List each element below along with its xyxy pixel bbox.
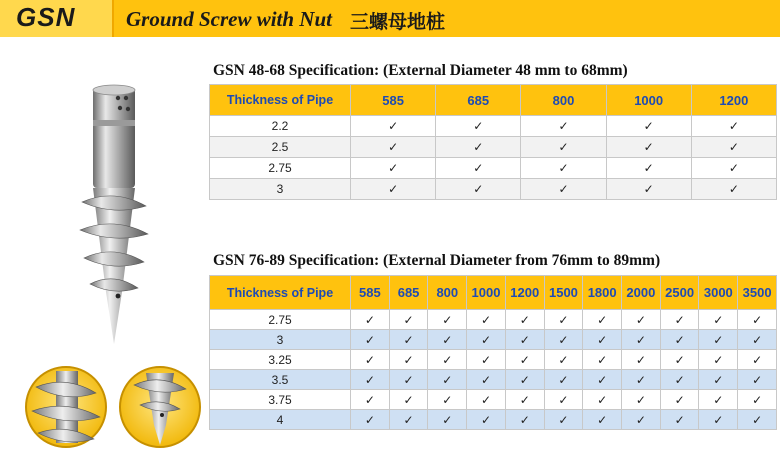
table-header-row	[210, 276, 777, 310]
check-mark-icon: ✓	[351, 158, 436, 179]
check-mark-icon: ✓	[505, 310, 544, 330]
check-mark-icon: ✓	[351, 330, 390, 350]
table-row	[210, 310, 777, 330]
column-header: 1200	[505, 276, 544, 310]
check-mark-icon: ✓	[738, 350, 777, 370]
check-mark-icon: ✓	[660, 410, 699, 430]
check-mark-icon: ✓	[428, 310, 467, 330]
thickness-cell: 3.25	[210, 350, 351, 370]
check-mark-icon: ✓	[622, 330, 661, 350]
check-mark-icon: ✓	[428, 410, 467, 430]
check-mark-icon: ✓	[583, 410, 622, 430]
table-row	[210, 137, 777, 158]
check-mark-icon: ✓	[622, 310, 661, 330]
table-row	[210, 390, 777, 410]
header-band	[0, 0, 780, 37]
table-row	[210, 410, 777, 430]
column-header: 685	[436, 85, 521, 116]
check-mark-icon: ✓	[521, 137, 606, 158]
check-mark-icon: ✓	[583, 330, 622, 350]
check-mark-icon: ✓	[699, 390, 738, 410]
check-mark-icon: ✓	[606, 116, 691, 137]
thickness-cell: 2.75	[210, 310, 351, 330]
column-header: 1800	[583, 276, 622, 310]
product-title: Ground Screw with Nut	[126, 7, 332, 31]
check-mark-icon: ✓	[467, 410, 506, 430]
check-mark-icon: ✓	[660, 310, 699, 330]
table-row	[210, 330, 777, 350]
check-mark-icon: ✓	[505, 350, 544, 370]
check-mark-icon: ✓	[389, 390, 428, 410]
column-header: 585	[351, 85, 436, 116]
check-mark-icon: ✓	[660, 370, 699, 390]
check-mark-icon: ✓	[436, 158, 521, 179]
check-mark-icon: ✓	[521, 158, 606, 179]
check-mark-icon: ✓	[738, 330, 777, 350]
thickness-cell: 2.2	[210, 116, 351, 137]
check-mark-icon: ✓	[389, 330, 428, 350]
check-mark-icon: ✓	[428, 330, 467, 350]
check-mark-icon: ✓	[351, 310, 390, 330]
column-header: 3000	[699, 276, 738, 310]
table-row	[210, 370, 777, 390]
check-mark-icon: ✓	[699, 350, 738, 370]
check-mark-icon: ✓	[467, 390, 506, 410]
thickness-cell: 2.75	[210, 158, 351, 179]
tip-detail-image	[116, 365, 204, 449]
spec-table-48-68	[209, 84, 777, 200]
check-mark-icon: ✓	[622, 350, 661, 370]
check-mark-icon: ✓	[622, 390, 661, 410]
check-mark-icon: ✓	[389, 410, 428, 430]
check-mark-icon: ✓	[436, 116, 521, 137]
check-mark-icon: ✓	[583, 310, 622, 330]
check-mark-icon: ✓	[583, 370, 622, 390]
check-mark-icon: ✓	[521, 116, 606, 137]
thickness-cell: 3	[210, 179, 351, 200]
check-mark-icon: ✓	[699, 410, 738, 430]
column-header: 2000	[622, 276, 661, 310]
check-mark-icon: ✓	[428, 350, 467, 370]
check-mark-icon: ✓	[544, 390, 583, 410]
check-mark-icon: ✓	[660, 390, 699, 410]
check-mark-icon: ✓	[738, 410, 777, 430]
check-mark-icon: ✓	[691, 137, 776, 158]
check-mark-icon: ✓	[544, 370, 583, 390]
check-mark-icon: ✓	[544, 350, 583, 370]
check-mark-icon: ✓	[351, 370, 390, 390]
check-mark-icon: ✓	[428, 370, 467, 390]
table-row	[210, 350, 777, 370]
check-mark-icon: ✓	[428, 390, 467, 410]
check-mark-icon: ✓	[691, 179, 776, 200]
column-header-thickness: Thickness of Pipe	[210, 85, 351, 116]
thickness-cell: 2.5	[210, 137, 351, 158]
check-mark-icon: ✓	[699, 310, 738, 330]
column-header: 1200	[691, 85, 776, 116]
check-mark-icon: ✓	[351, 350, 390, 370]
ground-screw-image	[60, 82, 180, 344]
column-header: 685	[389, 276, 428, 310]
thickness-cell: 3.75	[210, 390, 351, 410]
check-mark-icon: ✓	[699, 330, 738, 350]
check-mark-icon: ✓	[436, 137, 521, 158]
column-header: 2500	[660, 276, 699, 310]
spec-title-48-68: GSN 48-68 Specification: (External Diameter 48 mm to 68mm)	[213, 62, 628, 79]
check-mark-icon: ✓	[583, 390, 622, 410]
check-mark-icon: ✓	[691, 158, 776, 179]
check-mark-icon: ✓	[467, 330, 506, 350]
check-mark-icon: ✓	[660, 350, 699, 370]
check-mark-icon: ✓	[467, 370, 506, 390]
thread-detail-image	[22, 365, 110, 449]
column-header-thickness: Thickness of Pipe	[210, 276, 351, 310]
check-mark-icon: ✓	[622, 410, 661, 430]
check-mark-icon: ✓	[544, 410, 583, 430]
check-mark-icon: ✓	[622, 370, 661, 390]
product-code: GSN	[16, 2, 76, 32]
check-mark-icon: ✓	[467, 310, 506, 330]
thickness-cell: 3.5	[210, 370, 351, 390]
check-mark-icon: ✓	[505, 410, 544, 430]
table-header-row	[210, 85, 777, 116]
check-mark-icon: ✓	[351, 390, 390, 410]
spec-title-76-89: GSN 76-89 Specification: (External Diameter from 76mm to 89mm)	[213, 252, 661, 269]
check-mark-icon: ✓	[389, 350, 428, 370]
column-header: 1500	[544, 276, 583, 310]
thickness-cell: 4	[210, 410, 351, 430]
check-mark-icon: ✓	[544, 310, 583, 330]
check-mark-icon: ✓	[505, 370, 544, 390]
check-mark-icon: ✓	[521, 179, 606, 200]
check-mark-icon: ✓	[389, 310, 428, 330]
column-header: 800	[428, 276, 467, 310]
header-code-tab	[0, 0, 114, 37]
check-mark-icon: ✓	[691, 116, 776, 137]
spec-table-76-89	[209, 275, 777, 430]
column-header: 1000	[467, 276, 506, 310]
product-title-cn: 三螺母地桩	[350, 11, 446, 33]
check-mark-icon: ✓	[606, 137, 691, 158]
thickness-cell: 3	[210, 330, 351, 350]
table-row	[210, 158, 777, 179]
column-header: 3500	[738, 276, 777, 310]
table-row	[210, 179, 777, 200]
check-mark-icon: ✓	[606, 158, 691, 179]
check-mark-icon: ✓	[544, 330, 583, 350]
check-mark-icon: ✓	[505, 390, 544, 410]
table-row	[210, 116, 777, 137]
check-mark-icon: ✓	[505, 330, 544, 350]
check-mark-icon: ✓	[351, 179, 436, 200]
check-mark-icon: ✓	[389, 370, 428, 390]
column-header: 1000	[606, 85, 691, 116]
check-mark-icon: ✓	[738, 390, 777, 410]
check-mark-icon: ✓	[660, 330, 699, 350]
check-mark-icon: ✓	[738, 310, 777, 330]
check-mark-icon: ✓	[606, 179, 691, 200]
check-mark-icon: ✓	[351, 410, 390, 430]
check-mark-icon: ✓	[351, 137, 436, 158]
column-header: 800	[521, 85, 606, 116]
check-mark-icon: ✓	[699, 370, 738, 390]
check-mark-icon: ✓	[436, 179, 521, 200]
check-mark-icon: ✓	[467, 350, 506, 370]
column-header: 585	[351, 276, 390, 310]
check-mark-icon: ✓	[738, 370, 777, 390]
check-mark-icon: ✓	[351, 116, 436, 137]
check-mark-icon: ✓	[583, 350, 622, 370]
